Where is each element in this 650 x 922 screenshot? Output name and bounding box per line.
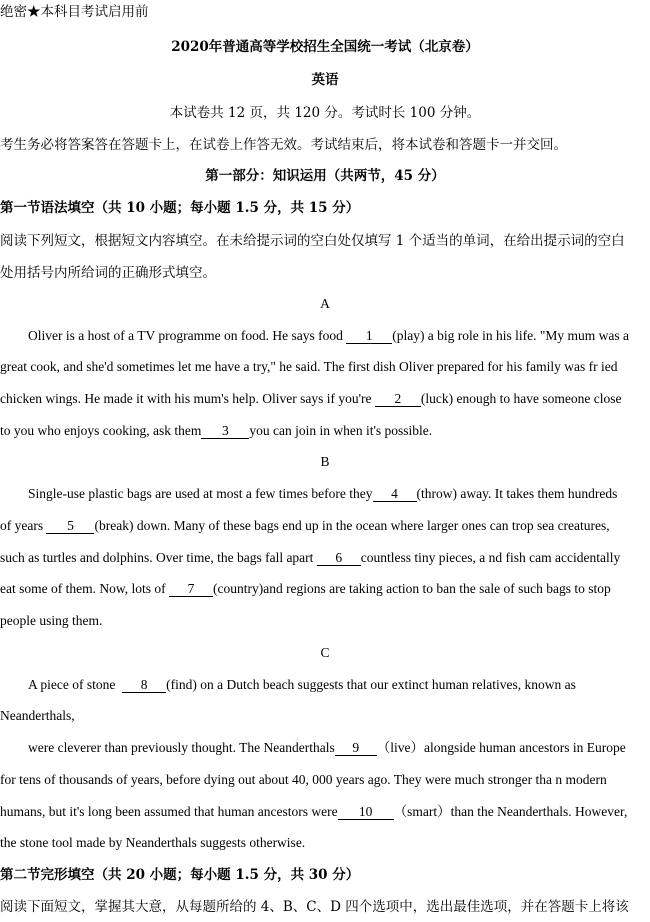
section2-instructions: 阅读下面短文，掌握其大意，从每题所给的 4、B、C、D 四个选项中，选出最佳选项，并在答题卡上将该 — [0, 899, 629, 915]
passage-a-line1 — [28, 327, 629, 345]
passage-c-line4: for tens of thousands of years, before dying out about 40, 000 years ago. They were much stronger tha n modern — [0, 772, 607, 787]
passage-b-label: B — [320, 454, 330, 469]
passage-a-label: A — [320, 296, 330, 311]
part1-title: 第一部分：知识运用（共两节，45 分） — [205, 168, 445, 184]
passage-text: to you who enjoys cooking, ask them — [0, 423, 202, 438]
passage-text: humans, but it's long been assumed that human ancestors were — [0, 804, 338, 819]
blank-10[interactable]: 10 — [338, 805, 394, 820]
blank-4[interactable]: 4 — [373, 487, 417, 502]
section2-title: 第二节完形填空（共 20 小题；每小题 1.5 分，共 30 分） — [0, 867, 360, 883]
passage-text: such as turtles and dolphins. Over time, the bags fall apart — [0, 550, 314, 565]
exam-title: 2020年普通高等学校招生全国统一考试（北京卷） — [171, 39, 479, 55]
passage-text: were cleverer than previously thought. The Neanderthals — [28, 740, 335, 755]
passage-text: Oliver is a host of a TV programme on food. He says food — [28, 328, 343, 343]
exam-notice: 考生务必将答案答在答题卡上，在试卷上作答无效。考试结束后，将本试卷和答题卡一并交回。 — [0, 137, 567, 153]
passage-text: (throw) away. It takes them hundreds — [416, 486, 618, 501]
blank-9[interactable]: 9 — [335, 741, 377, 756]
passage-text: (play) a big role in his life. "My mum was a — [392, 328, 630, 343]
passage-text: (country)and regions are taking action to ban the sale of such bags to stop — [212, 581, 611, 596]
passage-a-line3 — [0, 390, 621, 408]
passage-c-line2: Neanderthals, — [0, 708, 75, 723]
passage-text: of years — [0, 518, 44, 533]
passage-text: Single-use plastic bags are used at most a few times before they — [28, 486, 373, 501]
blank-8[interactable]: 8 — [122, 678, 166, 693]
passage-text: you can join in when it's possible. — [249, 423, 433, 438]
section1-title: 第一节语法填空（共 10 小题；每小题 1.5 分，共 15 分） — [0, 200, 360, 216]
passage-text: chicken wings. He made it with his mum's help. Oliver says if you're — [0, 391, 372, 406]
blank-2[interactable]: 2 — [375, 392, 421, 407]
passage-text: (break) down. Many of these bags end up in the ocean where larger ones can trop sea creatures, — [94, 518, 610, 533]
subject-title: 英语 — [311, 72, 339, 88]
passage-text: （live）alongside human ancestors in Europe — [376, 740, 626, 755]
section1-instructions-line1: 阅读下列短文，根据短文内容填空。在未给提示词的空白处仅填写 1 个适当的单词，在给出提示词的空白 — [0, 233, 625, 249]
passage-text: (luck) enough to have someone close — [420, 391, 622, 406]
passage-text: (find) on a Dutch beach suggests that our extinct human relatives, known as — [166, 677, 576, 692]
blank-5[interactable]: 5 — [46, 519, 94, 534]
passage-b-line2 — [0, 517, 610, 535]
passage-b-line1 — [28, 485, 617, 503]
confidential-label: 绝密★本科目考试启用前 — [0, 4, 149, 20]
blank-7[interactable]: 7 — [169, 582, 213, 597]
passage-c-line5 — [0, 803, 627, 821]
passage-text: countless tiny pieces, a nd fish cam accidentally — [360, 550, 621, 565]
passage-b-line5: people using them. — [0, 613, 103, 628]
passage-a-line4 — [0, 422, 432, 440]
passage-text: eat some of them. Now, lots of — [0, 581, 166, 596]
passage-c-line3 — [28, 739, 626, 757]
passage-c-line1 — [28, 676, 576, 694]
blank-1[interactable]: 1 — [346, 329, 392, 344]
passage-c-line6: the stone tool made by Neanderthals suggests otherwise. — [0, 835, 306, 850]
passage-b-line4 — [0, 580, 611, 598]
passage-a-line2: great cook, and she'd sometimes let me have a try," he said. The first dish Oliver prepared for his family was fr ied — [0, 359, 618, 374]
blank-3[interactable]: 3 — [201, 424, 249, 439]
passage-c-label: C — [320, 645, 330, 660]
passage-b-line3 — [0, 549, 620, 567]
passage-text: （smart）than the Neanderthals. However, — [393, 804, 628, 819]
blank-6[interactable]: 6 — [317, 551, 361, 566]
exam-info: 本试卷共 12 页，共 120 分。考试时长 100 分钟。 — [169, 105, 481, 121]
section1-instructions-line2: 处用括号内所给词的正确形式填空。 — [0, 265, 216, 281]
passage-text: A piece of stone — [28, 677, 116, 692]
